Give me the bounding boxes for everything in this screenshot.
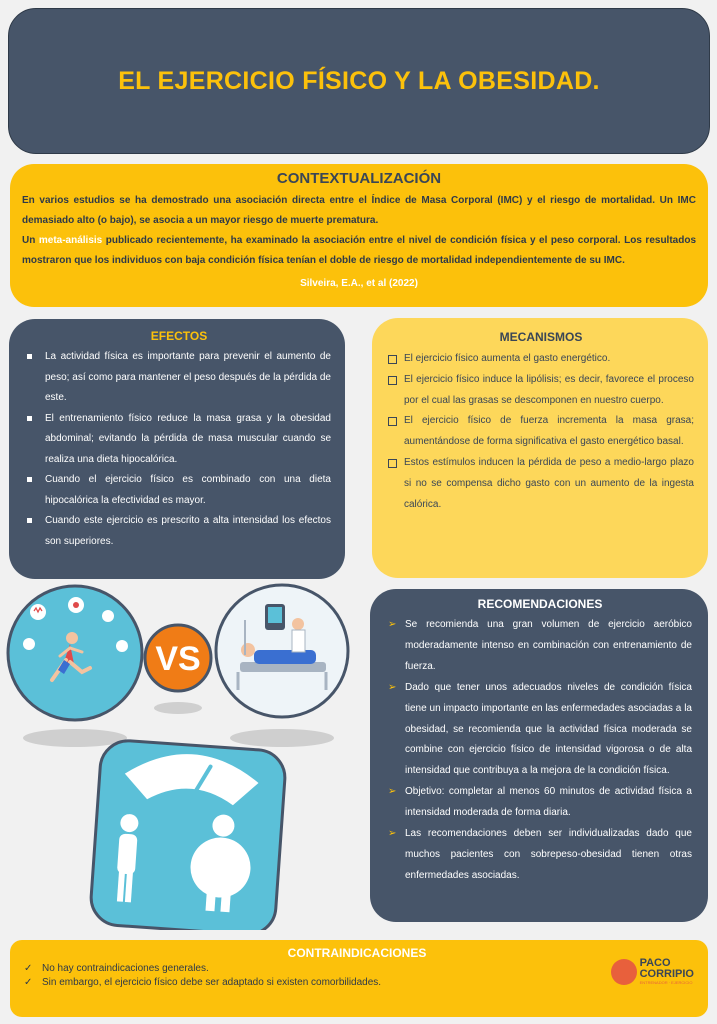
list-item: El ejercicio físico de fuerza incrementa la masa grasa; aumentándose de forma significativa el gasto energético basal.	[388, 411, 694, 453]
list-item: La actividad física es importante para prevenir el aumento de peso; así como para mantener el peso después de la pérdida de este.	[27, 347, 331, 409]
vs-label: VS	[155, 640, 201, 678]
check-icon: ✓	[24, 977, 33, 988]
list-item: El ejercicio físico aumenta el gasto energético.	[388, 349, 694, 370]
recomendaciones-heading: RECOMENDACIONES	[477, 597, 603, 611]
page-title: EL EJERCICIO FÍSICO Y LA OBESIDAD.	[118, 66, 600, 95]
check-icon: ✓	[24, 963, 33, 974]
context-citation: Silveira, E.A., et al (2022)	[300, 278, 418, 289]
list-item: ➢ Se recomienda una gran volumen de ejercicio aeróbico moderadamente intenso en combinación con entrenamiento de fuerza.	[388, 615, 692, 678]
logo-line-1: PACO	[639, 957, 671, 969]
efectos-section	[9, 319, 345, 579]
arrow-bullet-icon: ➢	[388, 786, 397, 798]
list-item: El entrenamiento físico reduce la masa grasa y la obesidad abdominal; evitando la pérdida de masa muscular cuando se realiza una dieta hipocalórica.	[27, 409, 331, 471]
shadow	[230, 729, 334, 747]
mecanismos-list	[388, 349, 694, 515]
arrow-bullet-icon: ➢	[388, 619, 397, 630]
list-item: Cuando el ejercicio físico es combinado con una dieta hipocalórica la efectividad es mayor.	[27, 470, 331, 511]
context-section	[10, 164, 708, 307]
context-heading: CONTEXTUALIZACIÓN	[276, 170, 442, 187]
recomendaciones-list	[388, 615, 692, 887]
list-item: El ejercicio físico induce la lipólisis; es decir, favorece el proceso por el cual las grasas se descomponen en nuestro cuerpo.	[388, 370, 694, 412]
logo-line-2: CORRIPIO	[639, 968, 694, 980]
meta-analysis-highlight: meta-análisis	[38, 235, 103, 246]
list-item: ➢ Objetivo: completar al menos 60 minutos de actividad física a intensidad moderada de forma diaria.	[388, 782, 692, 824]
contraindicaciones-heading: CONTRAINDICACIONES	[287, 946, 427, 960]
list-item: ✓ Sin embargo, el ejercicio físico debe ser adaptado si existen comorbilidades.	[24, 977, 382, 988]
exercise-vs-illness-illustration	[0, 580, 368, 930]
contraindicaciones-section	[10, 940, 708, 1017]
recomendaciones-section	[370, 589, 708, 922]
brand-logo	[611, 958, 694, 985]
runner-logo-icon	[611, 959, 637, 985]
shadow	[154, 702, 202, 714]
list-item: Estos estímulos inducen la pérdida de peso a medio-largo plazo si no se compensa dicho gasto con un aumento de la ingesta calórica.	[388, 453, 694, 515]
list-item: ➢ Dado que tener unos adecuados niveles de condición física tiene un impacto importante en las enfermedades asociadas a la obesidad, se recomienda que la actividad física moderada se combine con ejercicio físico de intensidad vigorosa o de alta intensidad que contribuya a la mejora de la condición física.	[388, 678, 692, 783]
mecanismos-section	[372, 318, 708, 578]
list-item: ✓ No hay contraindicaciones generales.	[24, 963, 209, 974]
mecanismos-heading: MECANISMOS	[499, 330, 583, 344]
list-item: ➢ Las recomendaciones deben ser individualizadas dado que muchos pacientes con sobrepeso-obesidad tienen otras enfermedades asociadas.	[388, 824, 692, 887]
arrow-bullet-icon: ➢	[388, 681, 397, 693]
contraindicaciones-list	[20, 962, 694, 990]
logo-tagline: ENTRENADOR · EJERCICIO	[639, 980, 693, 985]
shadow	[23, 729, 127, 747]
context-paragraph-1: En varios estudios se ha demostrado una asociación directa entre el Índice de Masa Corporal (IMC) y el riesgo de mortalidad. Un IMC demasiado alto (o bajo), se asocia a un mayor riesgo de muerte prematura.	[22, 195, 696, 226]
efectos-heading: EFECTOS	[150, 329, 208, 343]
title-banner	[8, 8, 710, 154]
efectos-list	[27, 347, 331, 552]
bathroom-scale-icon	[89, 739, 286, 930]
arrow-bullet-icon: ➢	[388, 828, 397, 840]
context-paragraph-2: Un meta-análisis publicado recientemente, ha examinado la asociación entre el nivel de condición física y el peso corporal. Los resultados mostraron que los individuos con baja condición física tenían el doble de riesgo de mortalidad independientemente de su IMC.	[22, 235, 697, 266]
list-item: Cuando este ejercicio es prescrito a alta intensidad los efectos son superiores.	[27, 511, 331, 552]
